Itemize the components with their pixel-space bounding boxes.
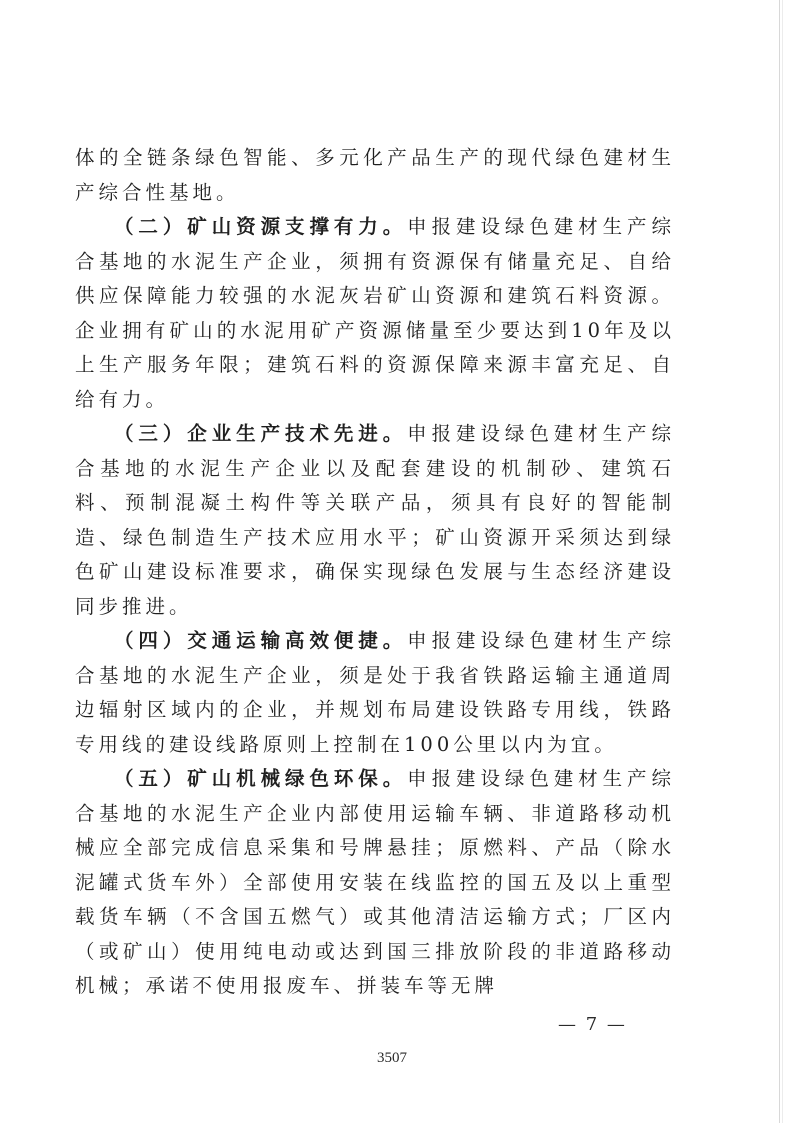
paragraph-text: 申报建设绿色建材生产综合基地的水泥生产企业以及配套建设的机制砂、建筑石料、预制混凝土构件等关联产品，须具有良好的智能制造、绿色制造生产技术应用水平；矿山资源开采须达到绿色矿山建设标准要求，确保实现绿色发展与生态经济建设同步推进。 (75, 422, 675, 618)
paragraph-mine-resources (75, 210, 675, 417)
paragraph-machinery-environment (75, 762, 675, 1004)
document-body (75, 141, 675, 1004)
page-edge-line (779, 0, 780, 1123)
paragraph-text: 申报建设绿色建材生产综合基地的水泥生产企业，须是处于我省铁路运输主通道周边辐射区域内的企业，并规划布局建设铁路专用线，铁路专用线的建设线路原则上控制在100公里以内为宜。 (75, 629, 675, 756)
paragraph-text: 体的全链条绿色智能、多元化产品生产的现代绿色建材生产综合性基地。 (75, 146, 675, 204)
paragraph-text: 申报建设绿色建材生产综合基地的水泥生产企业内部使用运输车辆、非道路移动机械应全部完成信息采集和号牌悬挂；原燃料、产品（除水泥罐式货车外）全部使用安装在线监控的国五及以上重型载货车辆（不含国五燃气）或其他清洁运输方式；厂区内（或矿山）使用纯电动或达到国三排放阶段的非道路移动机械；承诺不使用报废车、拼装车等无牌 (75, 767, 675, 997)
section-heading: （二）矿山资源支撑有力。 (114, 215, 408, 238)
paragraph-continuation (75, 141, 675, 210)
gazette-page-number: 3507 (377, 1050, 407, 1066)
section-heading: （四）交通运输高效便捷。 (114, 629, 408, 652)
paragraph-production-technology (75, 417, 675, 624)
paragraph-transportation (75, 624, 675, 762)
page-edge-line-secondary (782, 0, 783, 1123)
paragraph-text: 申报建设绿色建材生产综合基地的水泥生产企业，须拥有资源保有储量充足、自给供应保障能力较强的水泥灰岩矿山资源和建筑石料资源。企业拥有矿山的水泥用矿产资源储量至少要达到10年及以上生产服务年限；建筑石料的资源保障来源丰富充足、自给有力。 (75, 215, 675, 411)
section-heading: （五）矿山机械绿色环保。 (114, 767, 408, 790)
section-heading: （三）企业生产技术先进。 (114, 422, 408, 445)
page-number: — 7 — (558, 1014, 627, 1035)
